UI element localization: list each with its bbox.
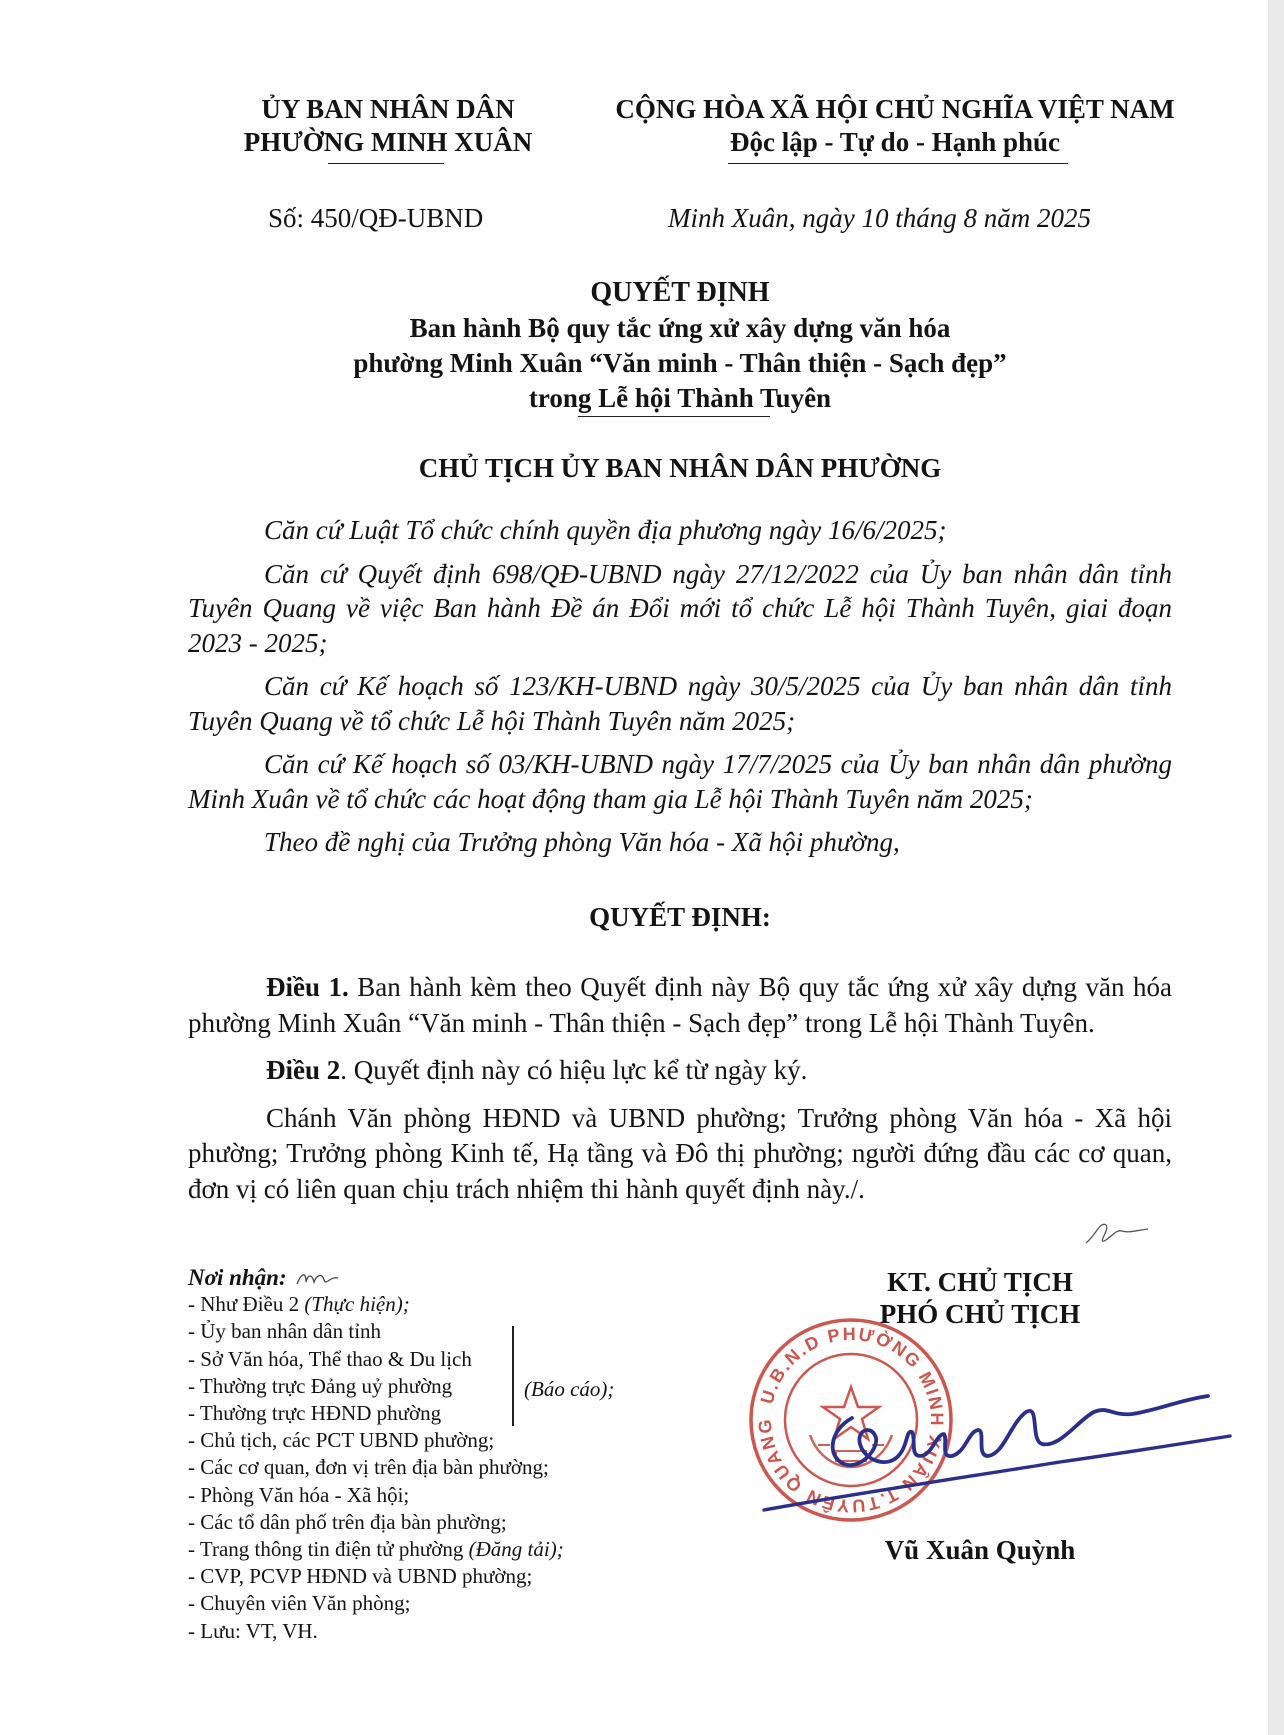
recipient-item: - Như Điều 2 (Thực hiện); [188,1292,410,1317]
basis-item: Căn cứ Luật Tổ chức chính quyền địa phương ngày 16/6/2025; [264,515,947,545]
handwritten-signature-icon [760,1360,1240,1520]
basis-item: Căn cứ Quyết định 698/QĐ-UBND ngày 27/12/2022 của Ủy ban nhân dân tỉnh Tuyên Quang về việc Ban hành Đề án Đổi mới tổ chức Lễ hội Thành Tuyên, giai đoạn 2023 - 2025; [188,558,1172,658]
motto-underline [728,163,1068,164]
title-subject-line-3: trong Lễ hội Thành Tuyên [528,383,832,413]
article-2 [188,1053,1172,1089]
issuing-authority: CHỦ TỊCH ỦY BAN NHÂN DÂN PHƯỜNG [418,453,942,483]
title-underline [578,416,770,417]
recipient-item: - Thường trực Đảng uỷ phường [188,1373,453,1398]
recipient-item: - Chủ tịch, các PCT UBND phường; [188,1428,495,1453]
recipient-item: - Chuyên viên Văn phòng; [188,1591,411,1616]
basis-item: Căn cứ Kế hoạch số 123/KH-UBND ngày 30/5/2025 của Ủy ban nhân dân tỉnh Tuyên Quang về tổ chức Lễ hội Thành Tuyên năm 2025; [188,671,1172,736]
legal-basis [188,513,1172,869]
recipient-item: - Thường trực HĐND phường [188,1401,442,1426]
article-2-text: . Quyết định này có hiệu lực kể từ ngày ký. [340,1055,808,1085]
articles [188,970,1172,1219]
recipient-item: - Phòng Văn hóa - Xã hội; [188,1482,410,1507]
recipient-initial-icon [294,1266,344,1292]
recipient-item: - Các tổ dân phố trên địa bàn phường; [188,1509,507,1534]
article-1 [188,970,1172,1041]
agency-line-1: ỦY BAN NHÂN DÂN [261,94,515,124]
recipient-item: - Ủy ban nhân dân tỉnh [188,1319,382,1344]
national-title [590,93,1200,159]
article-1-label: Điều 1. [266,972,349,1002]
initial-mark-icon [1082,1217,1152,1251]
recipient-item: - CVP, PCVP HĐND và UBND phường; [188,1564,533,1589]
article-1-text: Ban hành kèm theo Quyết định này Bộ quy tắc ứng xử xây dựng văn hóa phường Minh Xuân “Văn minh - Thân thiện - Sạch đẹp” trong Lễ hội Thành Tuyên. [188,972,1172,1038]
recipient-item: - Trang thông tin điện tử phường (Đăng tải); [188,1537,564,1562]
article-2-label: Điều 2 [266,1055,341,1085]
signer-title-line-2: PHÓ CHỦ TỊCH [879,1299,1081,1329]
signer-title-line-1: KT. CHỦ TỊCH [887,1267,1073,1297]
report-group-note: (Báo cáo); [524,1377,615,1401]
issuing-agency [200,93,576,159]
signer-name: Vũ Xuân Quỳnh [884,1535,1076,1565]
recipient-item: - Lưu: VT, VH. [188,1618,318,1643]
title-type: QUYẾT ĐỊNH [590,277,770,308]
recipients-list [188,1264,748,1645]
country-name: CỘNG HÒA XÃ HỘI CHỦ NGHĨA VIỆT NAM [615,94,1175,124]
document-title [190,275,1170,416]
basis-item: Theo đề nghị của Trưởng phòng Văn hóa - Xã hội phường, [264,827,900,857]
national-motto: Độc lập - Tự do - Hạnh phúc [729,127,1061,157]
article-3-text: Chánh Văn phòng HĐND và UBND phường; Trưởng phòng Văn hóa - Xã hội phường; Trưởng phòng Kinh tế, Hạ tầng và Đô thị phường; người đứng đầu các cơ quan, đơn vị có liên quan chịu trách nhiệm thi hành quyết định này./. [188,1102,1172,1204]
recipient-item: - Các cơ quan, đơn vị trên địa bàn phường; [188,1455,549,1480]
place-and-date: Minh Xuân, ngày 10 tháng 8 năm 2025 [668,203,1091,233]
document-number: Số: 450/QĐ-UBND [268,203,484,233]
recipients-title: Nơi nhận: [188,1265,287,1290]
recipient-item: - Sở Văn hóa, Thể thao & Du lịch [188,1346,472,1371]
title-subject-line-1: Ban hành Bộ quy tắc ứng xử xây dựng văn hóa [409,313,951,343]
seal-text: U.B.N.D PHƯỜNG MINH XUÂN T.TUYÊN QUANG [754,1323,948,1517]
agency-line-2: PHƯỜNG MINH XUÂN [243,127,533,157]
title-subject-line-2: phường Minh Xuân “Văn minh - Thân thiện - Sạch đẹp” [353,348,1007,378]
basis-item: Căn cứ Kế hoạch số 03/KH-UBND ngày 17/7/2025 của Ủy ban nhân dân phường Minh Xuân về tổ chức các hoạt động tham gia Lễ hội Thành Tuyên năm 2025; [188,749,1172,814]
report-group-bracket [512,1326,514,1426]
article-3 [188,1101,1172,1208]
agency-underline [328,163,444,164]
decision-heading: QUYẾT ĐỊNH: [589,902,771,932]
